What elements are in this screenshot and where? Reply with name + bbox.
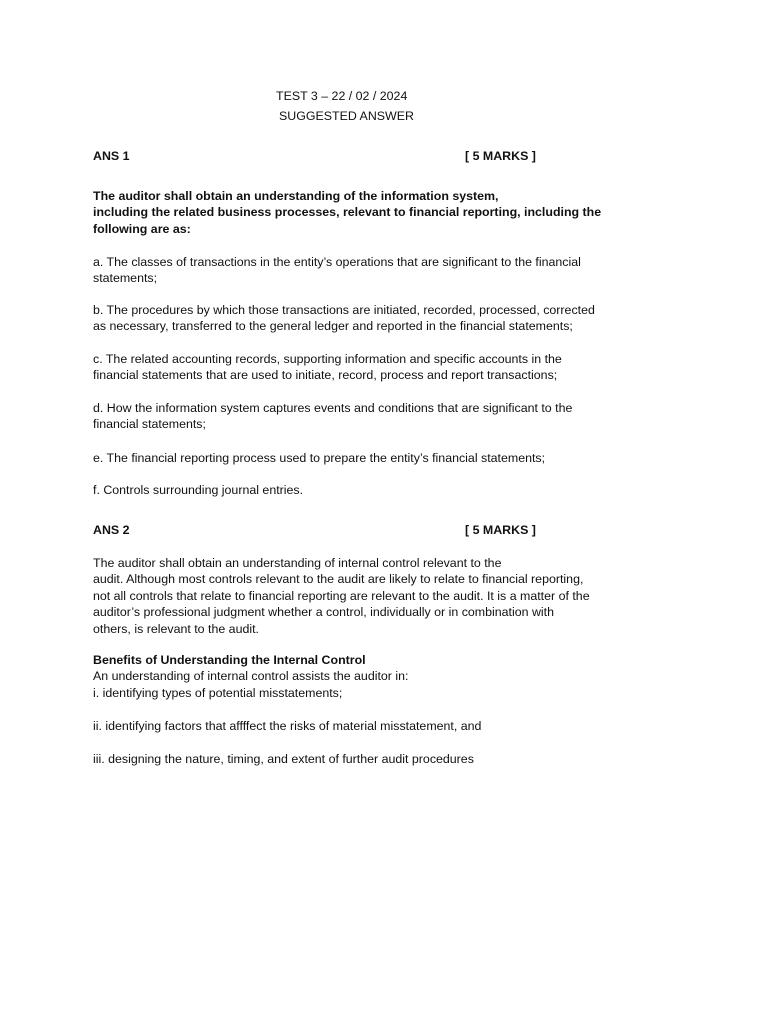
benefits-item-ii (93, 718, 653, 734)
ans1-item-line: d. How the information system captures events and conditions that are significant to the (93, 401, 573, 415)
ans1-item-line: c. The related accounting records, supporting information and specific accounts in the (93, 352, 562, 366)
ans2-paragraph-line: audit. Although most controls relevant to the audit are likely to relate to financial reporting, (93, 572, 584, 587)
ans1-item-line: f. Controls surrounding journal entries. (93, 483, 304, 497)
ans1-marks: [ 5 MARKS ] (465, 149, 536, 163)
ans1-item-f (93, 482, 653, 498)
ans1-item-line: a. The classes of transactions in the entity’s operations that are significant to the financial (93, 255, 581, 269)
document-title: TEST 3 – 22 / 02 / 2024 (276, 89, 408, 103)
ans1-intro (93, 188, 653, 237)
ans1-item-d (93, 400, 653, 433)
benefits-heading: Benefits of Understanding the Internal Control (93, 653, 366, 667)
document-subtitle: SUGGESTED ANSWER (279, 109, 414, 123)
ans2-paragraph (93, 555, 653, 637)
benefits-item: ii. identifying factors that affffect the risks of material misstatement, and (93, 719, 482, 733)
ans2-heading (93, 522, 543, 539)
benefits-item: i. identifying types of potential misstatements; (93, 685, 343, 700)
ans1-item-line: statements; (93, 271, 158, 286)
ans1-item-line: b. The procedures by which those transactions are initiated, recorded, processed, corrected (93, 303, 595, 317)
ans1-item-e (93, 450, 653, 466)
ans2-paragraph-line: The auditor shall obtain an understanding of internal control relevant to the (93, 556, 502, 570)
benefits-intro: An understanding of internal control assists the auditor in: (93, 669, 409, 684)
ans1-item-line: financial statements; (93, 417, 206, 432)
ans1-item-a (93, 254, 653, 287)
ans2-paragraph-line: not all controls that relate to financial reporting are relevant to the audit. It is a matter of the (93, 588, 590, 603)
ans1-label: ANS 1 (93, 149, 130, 163)
ans1-item-c (93, 351, 653, 384)
ans1-intro-line: including the related business processes, relevant to financial reporting, including the (93, 205, 602, 220)
ans1-intro-line: following are as: (93, 221, 191, 236)
ans2-paragraph-line: others, is relevant to the audit. (93, 621, 259, 636)
ans1-item-line: financial statements that are used to initiate, record, process and report transactions; (93, 368, 558, 383)
ans2-paragraph-line: auditor’s professional judgment whether a control, individually or in combination with (93, 605, 555, 620)
ans1-item-line: as necessary, transferred to the general ledger and reported in the financial statements; (93, 319, 573, 334)
ans2-marks: [ 5 MARKS ] (465, 523, 536, 537)
benefits-item: iii. designing the nature, timing, and extent of further audit procedures (93, 752, 474, 766)
benefits-section (93, 652, 653, 701)
ans1-heading (93, 148, 543, 165)
ans1-item-line: e. The financial reporting process used to prepare the entity’s financial statements; (93, 451, 546, 465)
ans1-item-b (93, 302, 653, 335)
benefits-item-iii (93, 751, 653, 767)
ans1-intro-line: The auditor shall obtain an understanding of the information system, (93, 189, 499, 203)
ans2-label: ANS 2 (93, 523, 130, 537)
